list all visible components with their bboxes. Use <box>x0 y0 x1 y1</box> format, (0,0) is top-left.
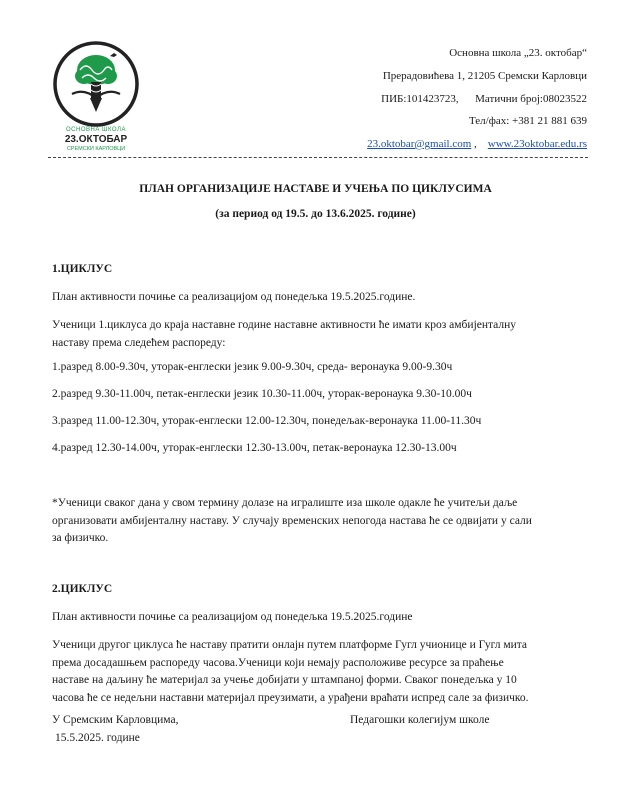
email-link[interactable]: 23.oktobar@gmail.com <box>367 138 472 150</box>
school-ids <box>381 93 587 105</box>
registration-number: Матични број:08023522 <box>475 93 587 105</box>
grade1-schedule: 1.разред 8.00-9.30ч, уторак-енглески језик 9.00-9.30ч, среда- веронаука 9.00-9.30ч <box>52 361 453 373</box>
cycle1-intro-line1: Ученици 1.циклуса до краја наставне године наставне активности ће имати кроз амбијенталну <box>52 319 517 331</box>
cycle1-start: План активности почиње са реализацијом од понедељка 19.5.2025.године. <box>52 291 416 303</box>
logo-text-name: 23.ОКТОБАР <box>64 134 128 145</box>
grade3-schedule: 3.разред 11.00-12.30ч, уторак-енглески 12.00-12.30ч, понедељак-веронаука 11.00-11.30ч <box>52 415 482 427</box>
grade2-schedule: 2.разред 9.30-11.00ч, петак-енглески језик 10.30-11.00ч, уторак-веронаука 9.30-10.00ч <box>52 388 472 400</box>
cycle1-intro-line2: наставу према следећем распореду: <box>52 336 226 349</box>
header-divider <box>48 157 588 158</box>
footer-place: У Сремским Карловцима, <box>52 714 179 726</box>
contact-separator: , <box>474 138 477 150</box>
school-name: Основна школа „23. октобар“ <box>449 47 587 59</box>
logo-text-place: СРЕМСКИ КАРЛОВЦИ <box>66 146 126 152</box>
pib-number: ПИБ:101423723, <box>381 93 459 105</box>
school-phone: Тел/фах: +381 21 881 639 <box>469 115 587 127</box>
logo-text-school: ОСНОВНА ШКОЛА <box>66 127 126 133</box>
grade4-schedule: 4.разред 12.30-14.00ч, уторак-енглески 12.30-13.00ч, петак-веронаука 12.30-13.00ч <box>52 442 457 454</box>
cycle2-body <box>52 637 592 707</box>
cycle1-note-line1: *Ученици сваког дана у свом термину долазе на игралиште иза школе одакле ће учитељи даље <box>52 497 518 509</box>
cycle1-intro <box>52 317 592 352</box>
document-subtitle: (за период од 19.5. до 13.6.2025. године) <box>215 208 416 220</box>
cycle2-body-line3: наставе на даљину ће материјал за учење добијати у штампаној форми. Сваког понедељка у 10 <box>52 674 517 686</box>
cycle2-start: План активности почиње са реализацијом од понедељка 19.5.2025.године <box>52 611 413 623</box>
cycle2-body-line4: часова ће се недељни наставни материјал преузимати, а урађени враћати испред сале за физичко. <box>52 691 529 704</box>
website-link[interactable]: www.23oktobar.edu.rs <box>487 138 587 150</box>
cycle2-body-line2: према досадашњем распореду часова.Ученици који немају расположиве ресурсе за праћење <box>52 656 504 669</box>
document-title: ПЛАН ОРГАНИЗАЦИЈЕ НАСТАВЕ И УЧЕЊА ПО ЦИКЛУСИМА <box>139 183 492 195</box>
cycle1-note-line2: организовати амбијенталну наставу. У случају временских непогода настава ће се одвијати у сали <box>52 514 532 527</box>
tree-book-logo-icon <box>50 38 142 130</box>
footer-signature: Педагошки колегијум школе <box>350 714 490 726</box>
cycle2-heading: 2.ЦИКЛУС <box>52 583 113 595</box>
school-address: Прерадовићева 1, 21205 Сремски Карловци <box>382 70 587 82</box>
cycle1-heading: 1.ЦИКЛУС <box>52 263 113 275</box>
cycle1-note <box>52 495 592 548</box>
cycle1-note-line3: за физичко. <box>52 532 109 544</box>
footer-date: 15.5.2025. године <box>55 732 140 744</box>
cycle2-body-line1: Ученици другог циклуса ће наставу пратити онлајн путем платформе Гугл учионице и Гугл мита <box>52 639 528 651</box>
school-contacts <box>367 138 587 150</box>
